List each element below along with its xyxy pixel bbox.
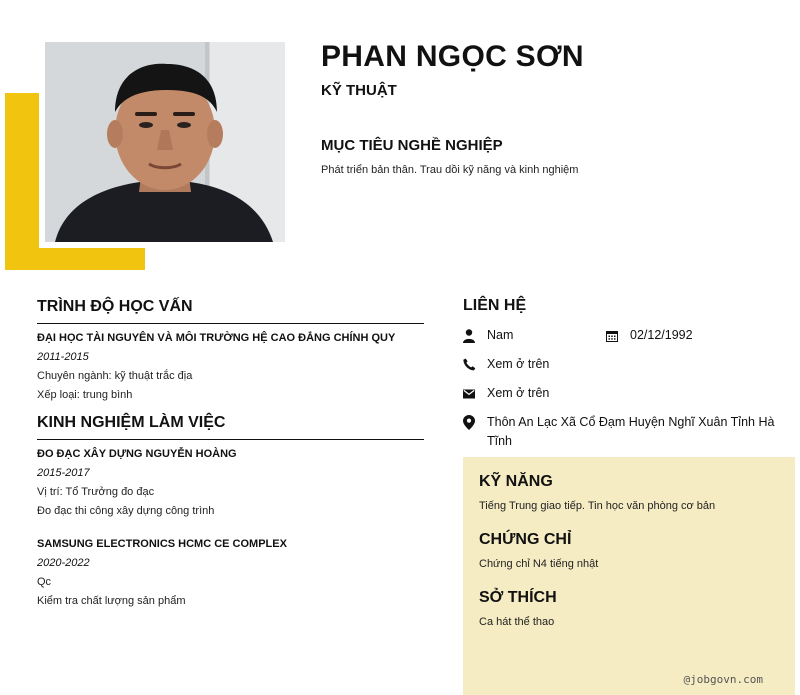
experience-position: Qc <box>37 576 52 588</box>
education-item <box>37 332 424 401</box>
objective-text: Phát triển bản thân. Trau dồi kỹ năng và kinh nghiệm <box>321 164 579 176</box>
contact-phone: Xem ở trên <box>487 357 550 371</box>
contact-row-address <box>463 413 795 451</box>
portrait-photo <box>45 42 285 242</box>
skills-text: Tiếng Trung giao tiếp. Tin học văn phòng cơ bản <box>479 500 716 512</box>
mail-icon <box>463 384 487 403</box>
experience-period: 2020-2022 <box>37 557 90 569</box>
accent-bar-vertical <box>5 93 39 270</box>
experience-period: 2015-2017 <box>37 467 90 479</box>
education-period: 2011-2015 <box>37 351 89 363</box>
contact-email: Xem ở trên <box>487 386 550 400</box>
experience-description: Đo đạc thi công xây dựng công trình <box>37 505 215 517</box>
person-icon <box>463 326 487 345</box>
contact-row-gender-birthday <box>463 326 795 345</box>
contact-heading: LIÊN HỆ <box>463 297 527 314</box>
left-column <box>37 298 424 614</box>
candidate-name: PHAN NGỌC SƠN <box>321 40 584 73</box>
skills-heading: KỸ NĂNG <box>479 473 553 490</box>
candidate-role: KỸ THUẬT <box>321 82 397 99</box>
contact-birthday: 02/12/1992 <box>630 328 693 342</box>
side-panel <box>463 457 795 695</box>
hobbies-text: Ca hát thể thao <box>479 616 555 628</box>
objective-heading: MỤC TIÊU NGHỀ NGHIỆP <box>321 137 503 154</box>
contact-section <box>463 297 795 461</box>
certificates-text: Chứng chỉ N4 tiếng nhật <box>479 558 599 570</box>
company-name: ĐO ĐẠC XÂY DỰNG NGUYỄN HOÀNG <box>37 448 237 460</box>
hobbies-heading: SỞ THÍCH <box>479 589 557 606</box>
contact-address: Thôn An Lạc Xã Cổ Đạm Huyện Nghĩ Xuân Tỉnh Hà Tĩnh <box>487 415 775 448</box>
watermark: @jobgovn.com <box>683 673 763 686</box>
experience-position: Vị trí: Tổ Trưởng đo đạc <box>37 486 155 498</box>
experience-heading: KINH NGHIỆM LÀM VIỆC <box>37 414 424 440</box>
experience-description: Kiểm tra chất lượng sản phẩm <box>37 595 186 607</box>
calendar-icon <box>606 326 630 345</box>
experience-item <box>37 448 424 517</box>
contact-row-phone <box>463 355 795 374</box>
contact-gender: Nam <box>487 328 514 342</box>
accent-bar-horizontal <box>5 248 145 270</box>
certificates-heading: CHỨNG CHỈ <box>479 531 572 548</box>
experience-item <box>37 538 424 607</box>
school-name: ĐẠI HỌC TÀI NGUYÊN VÀ MÔI TRƯỜNG HỆ CAO ĐẲNG CHÍNH QUY <box>37 332 396 344</box>
education-major: Chuyên ngành: kỹ thuật trắc địa <box>37 370 193 382</box>
education-heading: TRÌNH ĐỘ HỌC VẤN <box>37 298 424 324</box>
company-name: SAMSUNG ELECTRONICS HCMC CE COMPLEX <box>37 538 287 550</box>
contact-row-email <box>463 384 795 403</box>
education-grade: Xếp loại: trung bình <box>37 389 133 401</box>
phone-icon <box>463 355 487 374</box>
location-pin-icon <box>463 413 487 432</box>
